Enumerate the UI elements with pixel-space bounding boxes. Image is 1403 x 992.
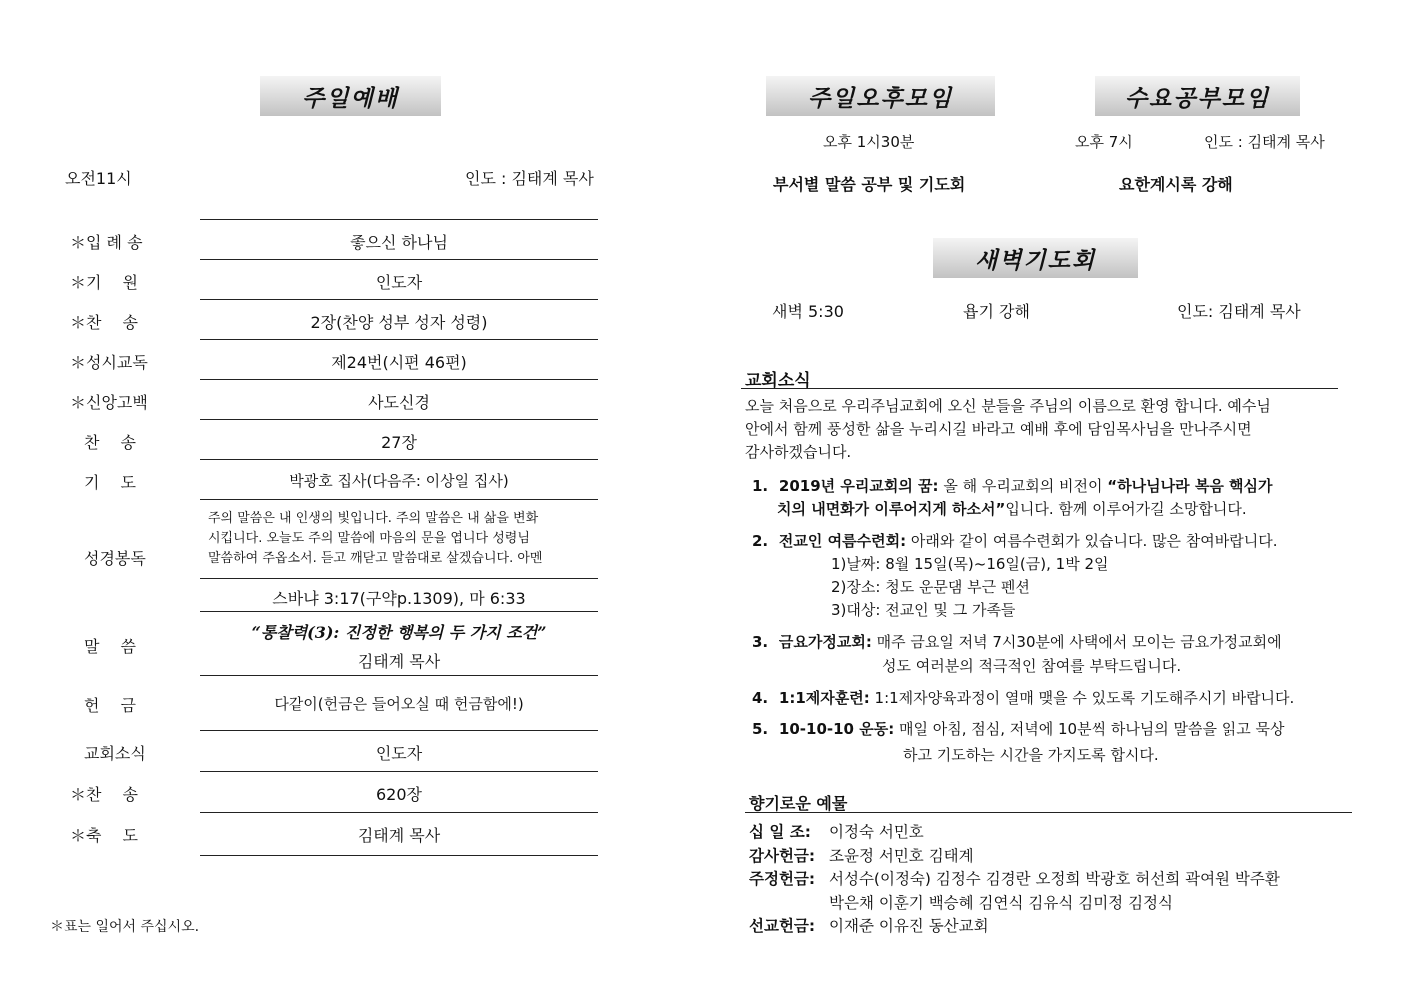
item-title: 10-10-10 운동: (778, 720, 895, 738)
row-label: ＊축 도 (70, 826, 138, 845)
wednesday-time: 오후 7시 (1075, 133, 1133, 151)
row-content: 김태계 목사 (357, 826, 441, 845)
retreat-place: 2)장소: 청도 운문댐 부근 펜션 (831, 578, 1030, 596)
offering-label: 헌 금 (84, 696, 136, 715)
divider-line (200, 730, 598, 731)
offering-row (749, 915, 1280, 939)
news-heading: 교회소식 (745, 371, 811, 391)
row-label: ＊입 례 송 (70, 233, 143, 252)
news-item-1-cont (777, 498, 1247, 519)
item-number: 4. (752, 689, 769, 707)
row-label: ＊신앙고백 (70, 393, 148, 412)
intro-line: 오늘 처음으로 우리주님교회에 오신 분들을 주님의 이름으로 환영 합니다. 예수님 (745, 397, 1271, 415)
standing-footnote: ＊표는 일어서 주십시오. (50, 919, 200, 935)
row-content: 27장 (381, 433, 417, 452)
divider-line (200, 419, 598, 420)
item-number: 3. (752, 633, 769, 651)
divider-line (200, 812, 598, 813)
offering-content: 다같이(헌금은 들어오실 때 헌금함에!) (274, 695, 524, 713)
offering-type: 십 일 조: (749, 823, 811, 841)
afternoon-title: 주일오후모임 (766, 76, 995, 116)
news-item-2 (752, 530, 1278, 551)
news-heading-underline (741, 388, 1338, 389)
news-item-3 (752, 631, 1282, 652)
news-item-1 (752, 475, 1273, 496)
offerings-heading: 향기로운 예물 (749, 794, 848, 813)
worship-time: 오전11시 (65, 169, 132, 188)
divider-line (200, 459, 598, 460)
sermon-title: “통찰력(3): 진정한 행복의 두 가지 조건” (251, 623, 547, 642)
item-text: 아래와 같이 여름수련회가 있습니다. 많은 참여바랍니다. (906, 532, 1278, 550)
divider-line (200, 611, 598, 612)
row-content: 인도자 (375, 744, 423, 763)
row-label: ＊찬 송 (70, 785, 138, 804)
row-label: ＊성시교독 (70, 353, 148, 372)
row-content: 인도자 (375, 273, 423, 292)
prayer-line: 말씀하여 주옵소서. 듣고 깨닫고 말씀대로 살겠습니다. 아멘 (208, 551, 543, 566)
item-number: 5. (752, 720, 769, 738)
offerings-list (749, 821, 1280, 939)
dawn-topic: 욥기 강해 (963, 302, 1030, 321)
offering-type: 감사헌금: (749, 846, 816, 865)
offering-names: 서성수(이정숙) 김정수 김경란 오정희 박광호 허선희 곽여원 박주환 (829, 870, 1280, 888)
divider-line (200, 578, 598, 579)
item-text: 매일 아침, 점심, 저녁에 10분씩 하나님의 말씀을 읽고 묵상 (894, 720, 1285, 738)
divider-line (200, 259, 598, 260)
dawn-title: 새벽기도회 (933, 238, 1138, 278)
offerings-heading-underline (745, 812, 1352, 813)
scripture-label: 성경봉독 (84, 549, 146, 568)
news-item-3-cont: 성도 여러분의 적극적인 참여를 부탁드립니다. (882, 657, 1182, 675)
offering-names: 이정숙 서민호 (829, 823, 924, 841)
sermon-preacher: 김태계 목사 (357, 652, 441, 671)
divider-line (200, 675, 598, 676)
divider-line (200, 855, 598, 856)
afternoon-time: 오후 1시30분 (823, 133, 915, 151)
offering-names: 박은채 이훈기 백승혜 김연식 김유식 김미정 김정식 (829, 893, 1173, 912)
offering-row (749, 892, 1280, 916)
item-text: 매주 금요일 저녁 7시30분에 사택에서 모이는 금요가정교회에 (871, 633, 1282, 651)
row-label: 교회소식 (84, 744, 146, 763)
dawn-leader: 인도: 김태계 목사 (1177, 302, 1301, 321)
afternoon-desc: 부서별 말씀 공부 및 기도회 (773, 175, 966, 194)
scripture-reference: 스바냐 3:17(구약p.1309), 마 6:33 (272, 589, 526, 608)
sermon-label: 말 씀 (84, 637, 136, 656)
item-quote: 치의 내면화가 이루어지게 하소서” (777, 500, 1006, 518)
item-text: 올 해 우리교회의 비전이 (938, 477, 1108, 495)
row-label: 찬 송 (84, 433, 136, 452)
row-content: 2장(찬양 성부 성자 성령) (310, 313, 488, 332)
divider-line (200, 499, 598, 500)
worship-leader: 인도 : 김태계 목사 (465, 169, 594, 188)
item-title: 2019년 우리교회의 꿈: (778, 477, 939, 495)
intro-line: 안에서 함께 풍성한 삶을 누리시길 바라고 예배 후에 담임목사님을 만나주시면 (745, 420, 1252, 438)
divider-line (200, 299, 598, 300)
item-number: 2. (752, 532, 769, 550)
row-label: 기 도 (84, 473, 136, 492)
row-content: 620장 (376, 785, 422, 804)
item-title: 1:1제자훈련: (778, 689, 870, 707)
item-title: 금요가정교회: (778, 633, 872, 651)
news-item-5 (752, 718, 1285, 739)
item-title: 전교인 여름수련회: (778, 532, 907, 550)
divider-line (200, 771, 598, 772)
prayer-line: 주의 말씀은 내 인생의 빛입니다. 주의 말씀은 내 삶을 변화 (208, 511, 539, 526)
row-label: ＊기 원 (70, 273, 138, 292)
wednesday-title: 수요공부모임 (1095, 76, 1300, 116)
offering-row (749, 868, 1280, 892)
item-text: 1:1제자양육과정이 열매 맺을 수 있도록 기도해주시기 바랍니다. (869, 689, 1295, 707)
retreat-target: 3)대상: 전교인 및 그 가족들 (831, 601, 1016, 619)
dawn-time: 새벽 5:30 (772, 302, 844, 321)
news-intro (745, 395, 1345, 464)
offering-row (749, 821, 1280, 845)
divider-line (200, 379, 598, 380)
wednesday-leader: 인도 : 김태계 목사 (1204, 133, 1325, 151)
item-text: 입니다. 함께 이루어가길 소망합니다. (1005, 500, 1247, 518)
divider-line (200, 219, 598, 220)
offering-type: 선교헌금: (749, 917, 816, 935)
item-number: 1. (752, 477, 769, 495)
wednesday-desc: 요한계시록 강해 (1119, 175, 1233, 194)
offering-names: 이재준 이유진 동산교회 (829, 917, 989, 935)
item-quote: “하나님나라 복음 핵심가 (1107, 477, 1273, 495)
prayer-line: 시킵니다. 오늘도 주의 말씀에 마음의 문을 엽니다 성령님 (208, 531, 530, 546)
row-content: 좋으신 하나님 (350, 233, 448, 252)
intro-line: 감사하겠습니다. (745, 443, 852, 461)
scripture-prayer (208, 509, 592, 569)
worship-title: 주일예배 (260, 76, 441, 116)
row-content: 박광호 집사(다음주: 이상일 집사) (289, 472, 509, 490)
row-content: 사도신경 (368, 393, 430, 412)
offering-row (749, 845, 1280, 869)
retreat-date: 1)날짜: 8월 15일(목)~16일(금), 1박 2일 (831, 555, 1109, 573)
offering-type: 주정헌금: (749, 870, 816, 888)
news-item-4 (752, 687, 1294, 708)
offering-names: 조윤정 서민호 김태계 (829, 846, 974, 865)
news-item-5-cont: 하고 기도하는 시간을 가지도록 합시다. (903, 746, 1159, 764)
row-content: 제24번(시편 46편) (331, 353, 467, 372)
divider-line (200, 339, 598, 340)
row-label: ＊찬 송 (70, 313, 138, 332)
